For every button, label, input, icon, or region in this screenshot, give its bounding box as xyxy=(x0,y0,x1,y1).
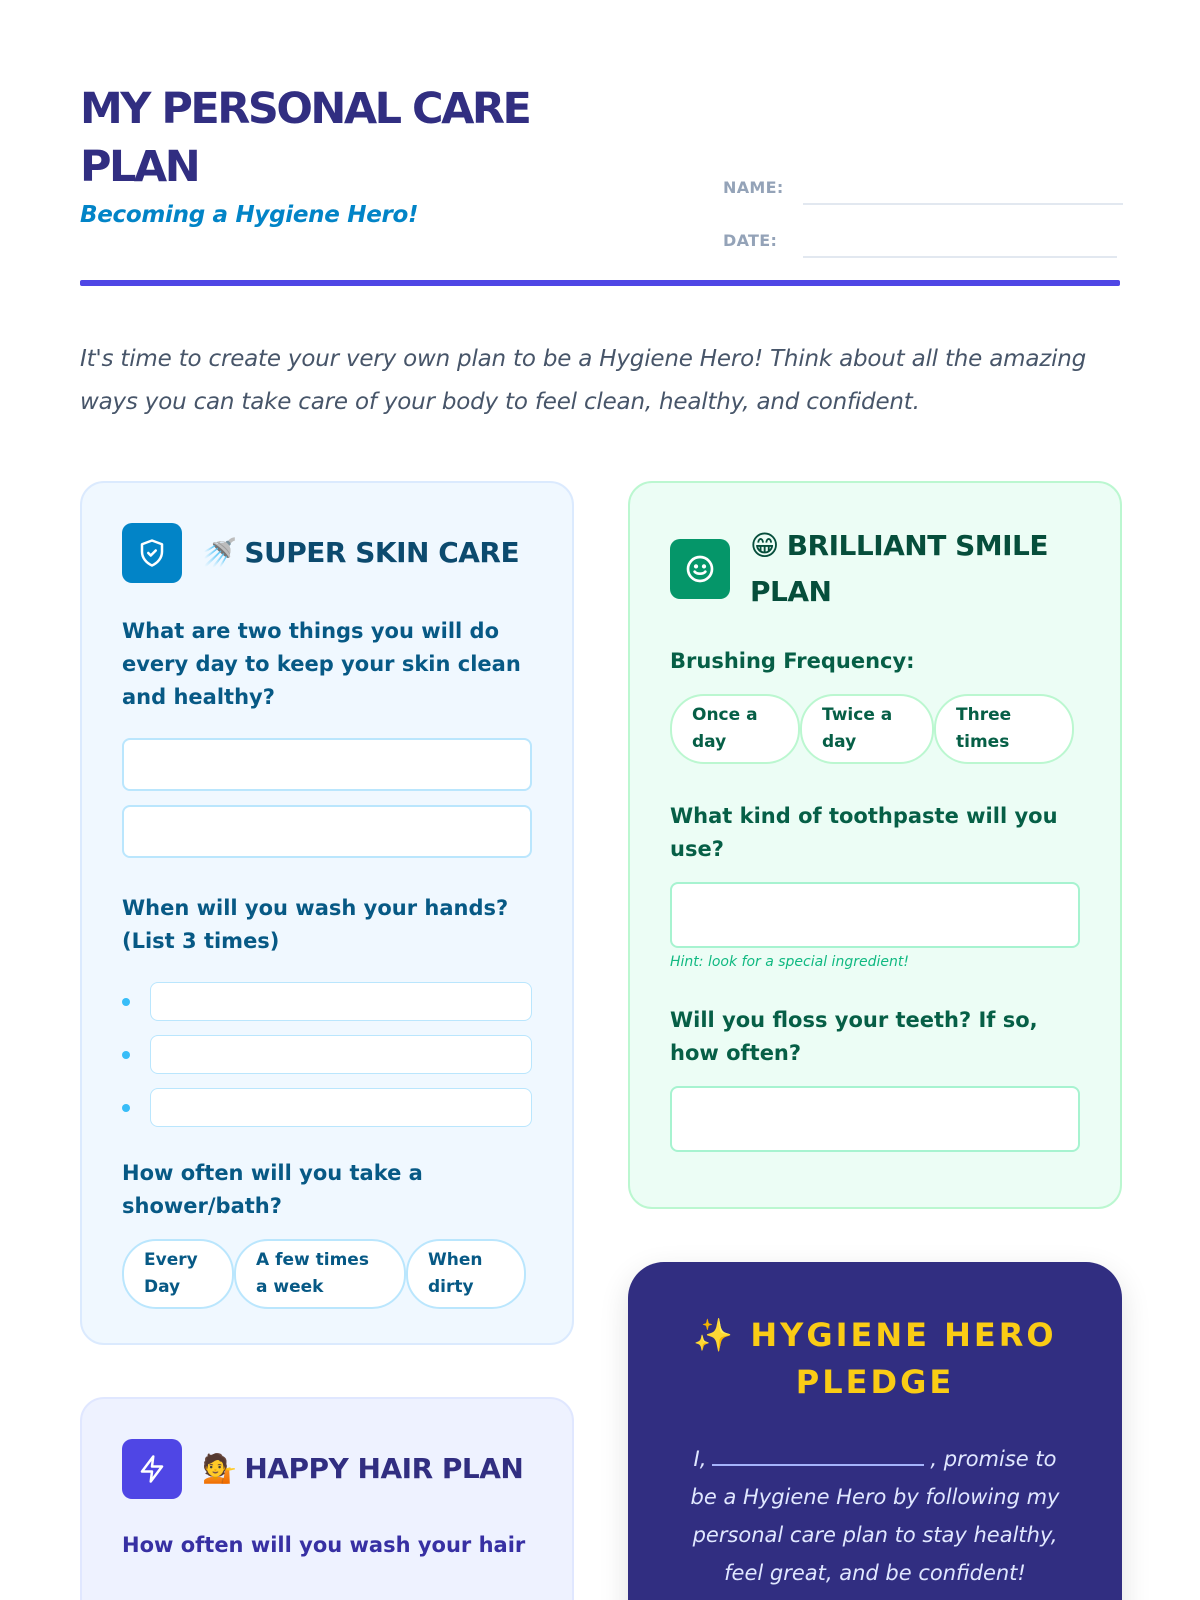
bullet-dot xyxy=(122,1104,130,1112)
header-divider xyxy=(80,280,1120,286)
lightning-icon xyxy=(122,1439,182,1499)
worksheet-header xyxy=(80,80,1120,285)
name-field[interactable] xyxy=(803,171,1123,205)
skin-question-2: When will you wash your hands? (List 3 times) xyxy=(122,896,509,953)
date-field[interactable] xyxy=(803,224,1117,258)
skin-question-1: What are two things you will do every day to keep your skin clean and healthy? xyxy=(122,619,521,709)
smile-plan-card xyxy=(628,481,1122,1209)
option-twice-a-day[interactable]: Twice a day xyxy=(800,694,934,764)
handwash-answer-2[interactable] xyxy=(150,1035,532,1074)
skin-answer-2[interactable] xyxy=(122,805,532,858)
hair-card-title: 💁 HAPPY HAIR PLAN xyxy=(202,1452,524,1485)
smile-question-3: Will you floss your teeth? If so, how often? xyxy=(670,1008,1038,1065)
handwash-answer-3[interactable] xyxy=(150,1088,532,1127)
pledge-text: I, , promise to be a Hygiene Hero by following my personal care plan to stay healthy, feel great, and be confident! xyxy=(690,1447,1060,1585)
sparkles-icon: ✨ xyxy=(693,1316,737,1354)
option-few-times-week[interactable]: A few times a week xyxy=(234,1239,406,1309)
list-item xyxy=(122,1035,532,1074)
brushing-options xyxy=(670,694,1080,764)
skin-question-3: How often will you take a shower/bath? xyxy=(122,1161,423,1218)
smile-card-title: 😁 BRILLIANT SMILE PLAN xyxy=(750,529,1048,608)
intro-text: It's time to create your very own plan to be a Hygiene Hero! Think about all the amazing ways you can take care of your body to feel clean, healthy, and confident. xyxy=(80,346,1087,415)
date-label: DATE: xyxy=(723,231,778,250)
shield-check-icon xyxy=(122,523,182,583)
shower-icon: 🚿 xyxy=(202,536,237,569)
handwash-answer-1[interactable] xyxy=(150,982,532,1021)
option-when-dirty[interactable]: When dirty xyxy=(406,1239,526,1309)
skin-answer-1[interactable] xyxy=(122,738,532,791)
name-label: NAME: xyxy=(723,178,784,197)
skin-card-title: 🚿 SUPER SKIN CARE xyxy=(202,536,520,569)
name-date-fields xyxy=(723,152,1123,258)
option-every-day[interactable]: Every Day xyxy=(122,1239,234,1309)
page-title: MY PERSONAL CARE PLAN xyxy=(80,84,530,192)
grin-icon: 😁 xyxy=(750,529,779,562)
toothpaste-field[interactable] xyxy=(670,882,1080,948)
hair-plan-card xyxy=(80,1397,574,1600)
hair-person-icon: 💁 xyxy=(202,1452,237,1485)
list-item xyxy=(122,1088,532,1127)
hair-question-1: How often will you wash your hair xyxy=(122,1533,526,1557)
smile-question-2: What kind of toothpaste will you use? xyxy=(670,804,1058,861)
bullet-dot xyxy=(122,998,130,1006)
list-item xyxy=(122,982,532,1021)
option-three-times[interactable]: Three times xyxy=(934,694,1074,764)
toothpaste-hint: Hint: look for a special ingredient! xyxy=(670,954,909,970)
option-once-a-day[interactable]: Once a day xyxy=(670,694,800,764)
smile-question-1: Brushing Frequency: xyxy=(670,649,915,673)
smile-icon xyxy=(670,539,730,599)
page-subtitle: Becoming a Hygiene Hero! xyxy=(80,202,419,228)
bullet-dot xyxy=(122,1051,130,1059)
pledge-title: ✨ HYGIENE HERO PLEDGE xyxy=(693,1316,1057,1401)
floss-field[interactable] xyxy=(670,1086,1080,1152)
pledge-name-field[interactable] xyxy=(712,1446,924,1466)
shower-options xyxy=(122,1239,532,1309)
pledge-card xyxy=(628,1262,1122,1600)
skin-care-card xyxy=(80,481,574,1345)
